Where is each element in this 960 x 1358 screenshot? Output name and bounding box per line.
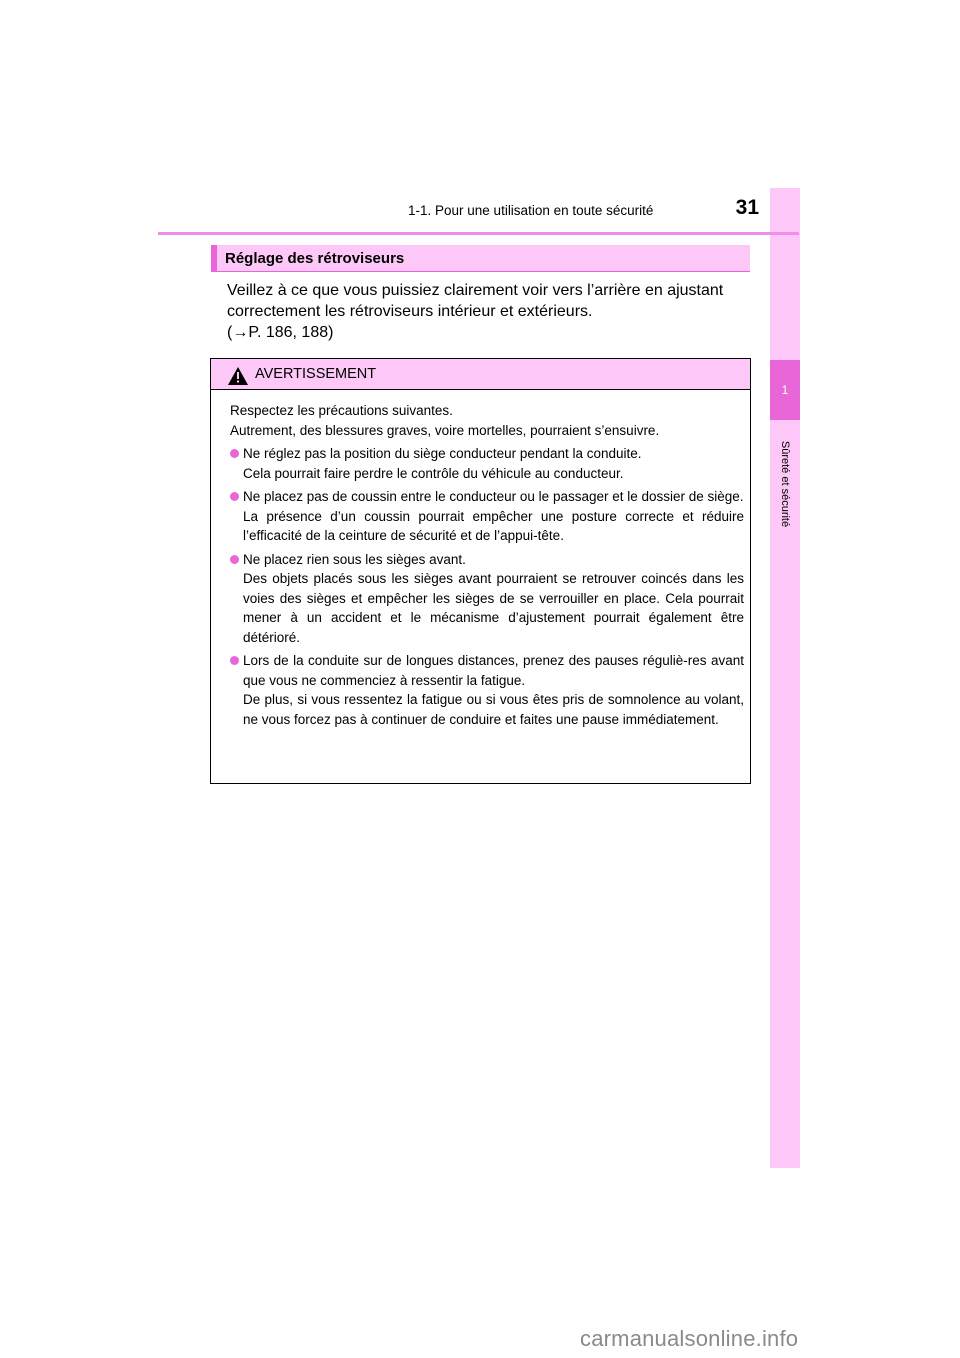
warning-triangle-icon	[228, 367, 248, 385]
header-divider	[158, 232, 799, 235]
warning-header	[211, 359, 750, 390]
warning-item	[230, 651, 744, 729]
section-heading-text: Réglage des rétroviseurs	[225, 250, 405, 267]
warning-item-lead: Lors de la conduite sur de longues distances, prenez des pauses réguliè-res avant que vous ne commenciez à ressentir la fatigue.	[243, 653, 744, 688]
watermark-text: carmanualsonline.info	[580, 1326, 799, 1351]
warning-item	[230, 550, 744, 648]
chapter-label: Sûreté et sécurité	[779, 440, 791, 528]
side-tab	[770, 188, 800, 1168]
warning-item-lead: Ne placez rien sous les sièges avant.	[243, 551, 466, 567]
warning-intro: Autrement, des blessures graves, voire mortelles, pourraient s’ensuivre.	[230, 422, 660, 438]
warning-body	[230, 401, 744, 729]
warning-item-detail: La présence d’un coussin pourrait empêcher une posture correcte et réduire l’efficacité de la ceinture de sécurité et de l’appui-tête.	[243, 508, 744, 543]
bullet-dot-icon	[230, 449, 239, 458]
warning-item	[230, 444, 744, 483]
section-intro	[227, 280, 749, 343]
warning-intro: Respectez les précautions suivantes.	[230, 403, 453, 418]
warning-item-detail: Des objets placés sous les sièges avant pourraient se retrouver coincés dans les voies des sièges et empêcher les sièges de se verrouiller en place. Cela pourrait mener à un accident et le mécanisme d’ajustement pourrait également être détérioré.	[243, 571, 744, 645]
header-section-title: 1-1. Pour une utilisation en toute sécurité	[408, 203, 654, 218]
intro-line: Veillez à ce que vous puissiez clairement voir vers l’arrière en ajustant	[227, 282, 724, 299]
warning-item	[230, 487, 744, 546]
warning-heading: AVERTISSEMENT	[255, 366, 377, 382]
section-heading	[211, 245, 750, 272]
page-reference: (→P. 186, 188)	[227, 324, 334, 341]
page-number: 31	[735, 196, 759, 219]
bullet-dot-icon	[230, 555, 239, 564]
bullet-dot-icon	[230, 656, 239, 665]
intro-line: correctement les rétroviseurs intérieur et extérieurs.	[227, 303, 593, 320]
warning-box	[210, 358, 751, 784]
warning-item-detail: Cela pourrait faire perdre le contrôle du véhicule au conducteur.	[243, 465, 624, 481]
warning-item-detail: De plus, si vous ressentez la fatigue ou si vous êtes pris de somnolence au volant, ne vous forcez pas à continuer de conduire et faites une pause immédiatement.	[243, 692, 744, 727]
bullet-dot-icon	[230, 492, 239, 501]
chapter-number: 1	[770, 360, 800, 420]
warning-item-lead: Ne réglez pas la position du siège conducteur pendant la conduite.	[243, 446, 642, 461]
warning-item-lead: Ne placez pas de coussin entre le conducteur ou le passager et le dossier de siège.	[243, 489, 744, 504]
